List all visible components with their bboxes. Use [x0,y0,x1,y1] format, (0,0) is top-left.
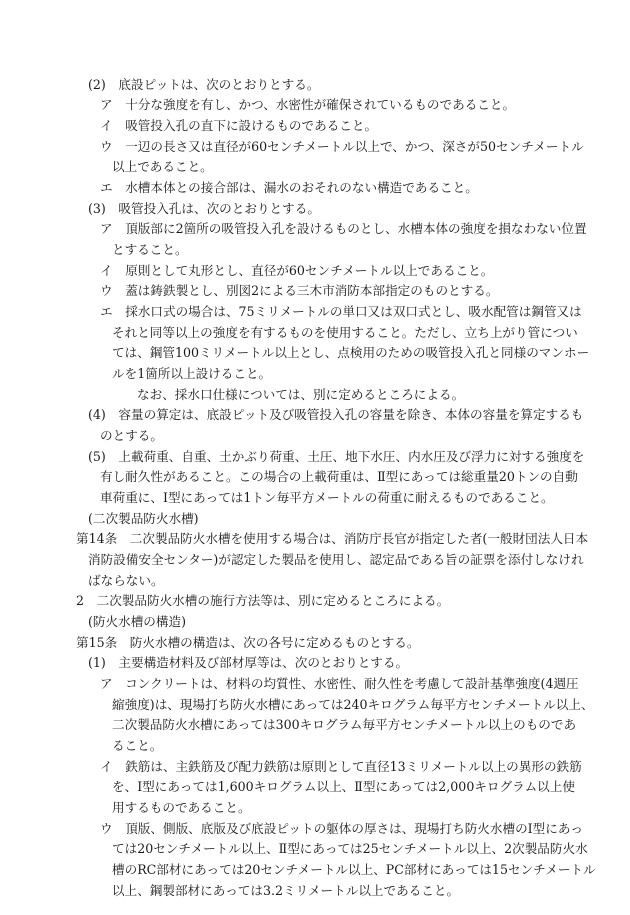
section-heading: (二次製品防火水槽) [88,511,199,526]
text-line: (4) 容量の算定は、底設ピット及び吸管投入孔の容量を除き、本体の容量を算定するも [88,407,584,422]
text-line: ては、鋼管100ミリメートル以上とし、点検用のための吸管投入孔と同様のマンホー [112,345,590,360]
text-line: それと同等以上の強度を有するものを使用すること。ただし、立ち上がり管につい [112,325,578,340]
article-line: 第15条 防火水槽の構造は、次の各号に定めるものとする。 [76,635,420,650]
text-line: 縮強度)は、現場打ち防火水槽にあっては240キログラム毎平方センチメートル以上、 [112,697,594,712]
text-line: (1) 主要構造材料及び部材厚等は、次のとおりとする。 [88,655,409,670]
text-line: (3) 吸管投入孔は、次のとおりとする。 [88,201,320,216]
text-line: なお、採水口仕様については、別に定めるところによる。 [137,387,465,402]
text-line: ウ 頂版、側版、底版及び底設ピットの躯体の厚さは、現場打ち防火水槽のⅠ型にあっ [100,821,583,836]
text-line: 有し耐久性があること。この場合の上載荷重は、Ⅱ型にあっては総重量20トンの自動 [100,469,578,484]
text-line: 2 二次製品防火水槽の施行方法等は、別に定めるところによる。 [76,593,450,608]
text-line: ること。 [112,738,163,753]
text-line: ウ 蓋は鋳鉄製とし、別図2による三木市消防本部指定のものとする。 [100,283,499,298]
text-line: ウ 一辺の長さ又は直径が60センチメートル以上で、かつ、深さが50センチメートル [100,139,584,154]
text-line: ア コンクリートは、材料の均質性、水密性、耐久性を考慮して設計基準強度(4週圧 [100,676,579,691]
text-line: 用するものであること。 [112,800,251,815]
text-line: ア 頂版部に2箇所の吸管投入孔を設けるものとし、水槽本体の強度を損なわない位置 [100,221,587,236]
text-line: のとする。 [100,428,163,443]
text-line: 以上であること。 [112,159,213,174]
article-line: 第14条 二次製品防火水槽を使用する場合は、消防庁長官が指定した者(一般財団法人日本 [76,531,589,546]
text-line: ルを1箇所以上設けること。 [112,366,272,381]
text-line: エ 採水口式の場合は、75ミリメートルの単口又は双口式とし、吸水配管は鋼管又は [100,304,582,319]
text-line: 車荷重に、Ⅰ型にあっては1トン毎平方メートルの荷重に耐えるものであること。 [100,490,554,505]
text-line: とすること。 [112,242,188,257]
text-line: (5) 上載荷重、自重、土かぶり荷重、土圧、地下水圧、内水圧及び浮力に対する強度を [88,449,585,464]
text-line: (2) 底設ピットは、次のとおりとする。 [88,77,320,92]
section-heading: (防火水槽の構造) [88,614,186,629]
text-line: イ 原則として丸形とし、直径が60センチメートル以上であること。 [100,263,494,278]
text-line: 以上、鋼製部材にあっては3.2ミリメートル以上であること。 [112,883,460,898]
text-line: ばならない。 [88,573,164,588]
text-line: ては20センチメートル以上、Ⅱ型にあっては25センチメートル以上、2次製品防火水 [112,841,588,856]
text-line: ア 十分な強度を有し、かつ、水密性が確保されているものであること。 [100,97,516,112]
text-line: エ 水槽本体との接合部は、漏水のおそれのない構造であること。 [100,180,478,195]
text-line: 槽のRC部材にあっては20センチメートル以上、PC部材にあっては15センチメートル [112,862,596,877]
text-line: イ 吸管投入孔の直下に設けるものであること。 [100,118,378,133]
text-line: 消防設備安全センター)が認定した製品を使用し、認定品である旨の証票を添付しなけれ [88,552,584,567]
text-line: を、Ⅰ型にあっては1,600キログラム以上、Ⅱ型にあっては2,000キログラム以上使 [112,779,575,794]
text-line: イ 鉄筋は、主鉄筋及び配力鉄筋は原則として直径13ミリメートル以上の異形の鉄筋 [100,759,582,774]
text-line: 二次製品防火水槽にあっては300キログラム毎平方センチメートル以上のものであ [112,717,577,732]
